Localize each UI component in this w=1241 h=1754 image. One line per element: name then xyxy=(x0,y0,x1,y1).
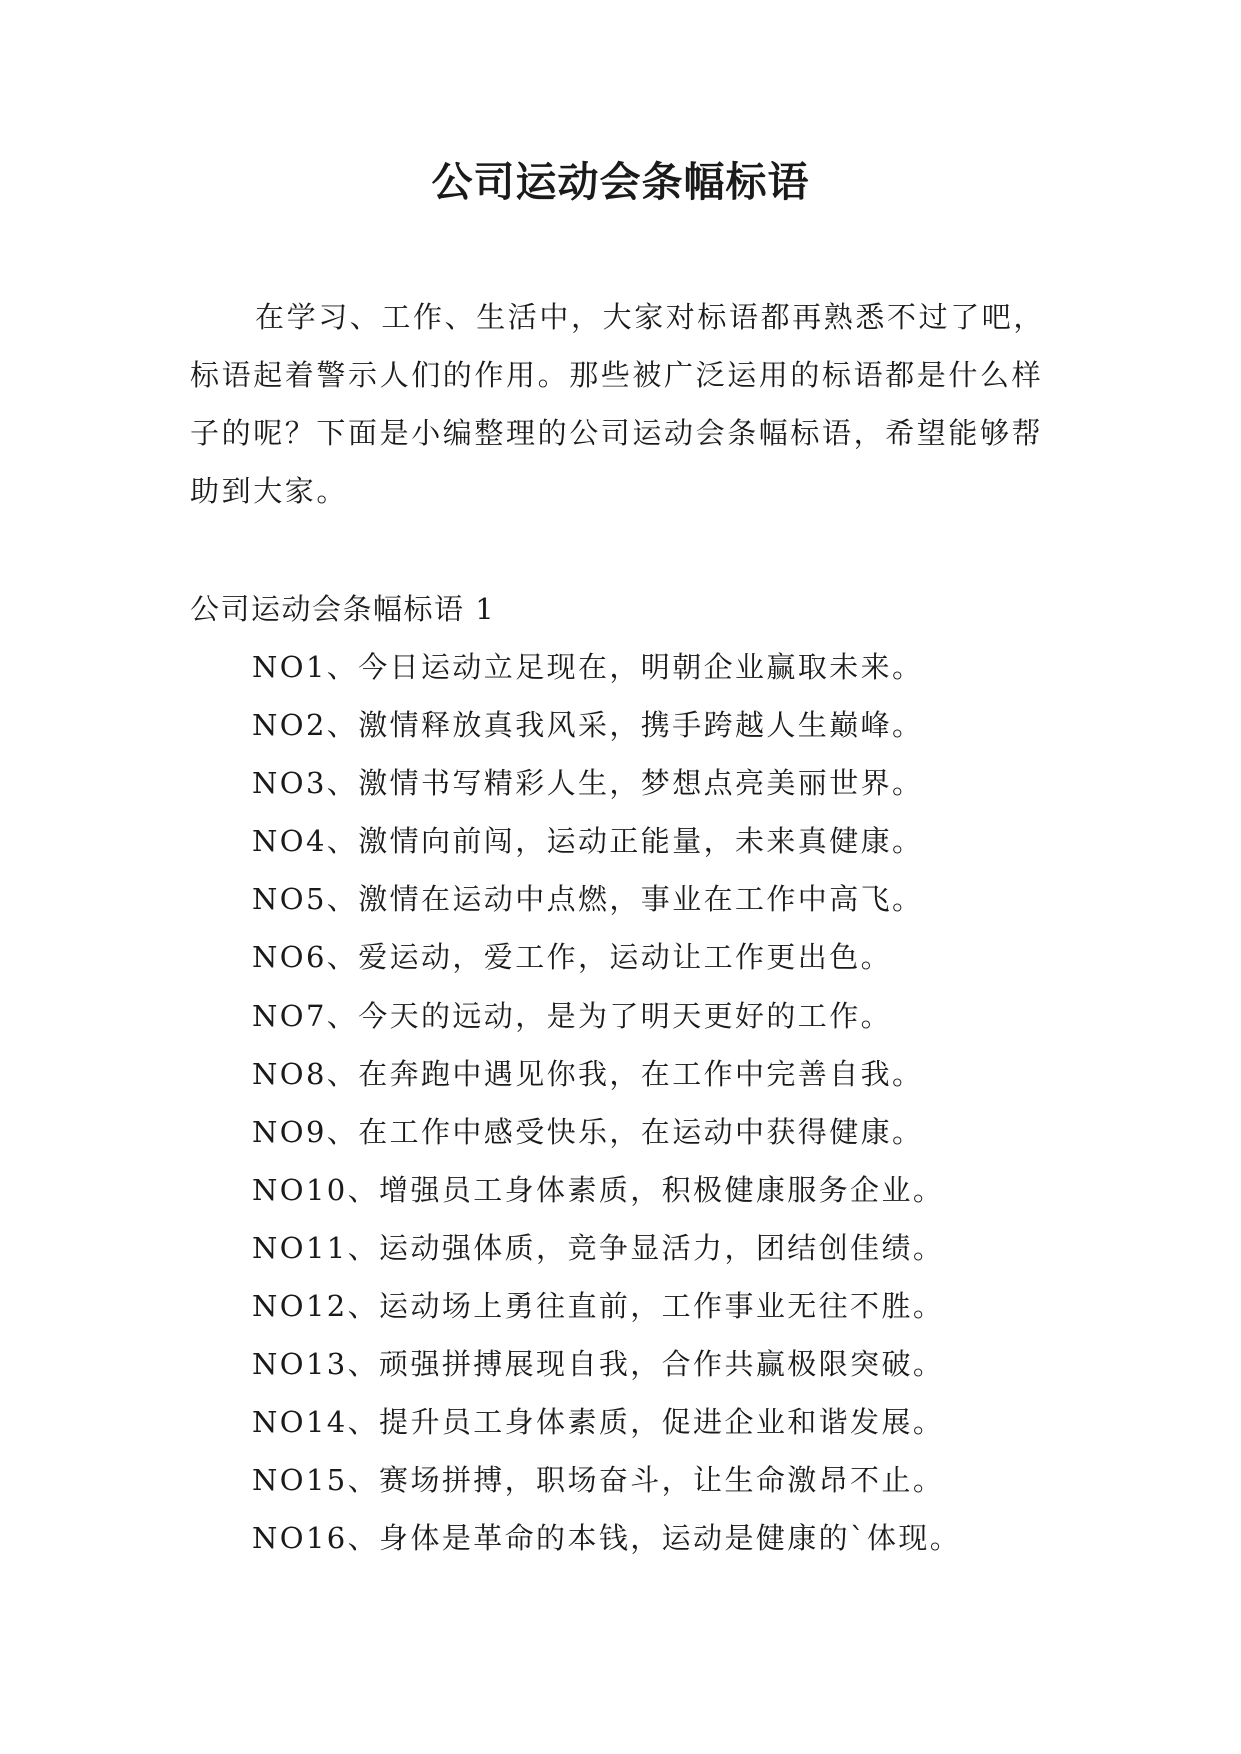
slogan-item: NO7、今天的远动，是为了明天更好的工作。 xyxy=(252,998,893,1033)
slogan-item: NO5、激情在运动中点燃，事业在工作中高飞。 xyxy=(252,882,924,917)
document-title: 公司运动会条幅标语 xyxy=(431,158,810,206)
slogan-item: NO14、提升员工身体素质，促进企业和谐发展。 xyxy=(252,1405,945,1440)
intro-paragraph: 在学习、工作、生活中，大家对标语都再熟悉不过了吧，标语起着警示人们的作用。那些被广泛运用的标语都是什么样子的呢？下面是小编整理的公司运动会条幅标语，希望能够帮助到大家。 xyxy=(190,300,1046,508)
slogan-item: NO13、顽强拼搏展现自我，合作共赢极限突破。 xyxy=(252,1347,945,1382)
slogan-item: NO15、赛场拼搏，职场奋斗，让生命激昂不止。 xyxy=(252,1463,945,1498)
slogan-item: NO4、激情向前闯，运动正能量，未来真健康。 xyxy=(252,824,924,859)
slogan-item: NO10、增强员工身体素质，积极健康服务企业。 xyxy=(252,1172,945,1207)
slogan-item: NO9、在工作中感受快乐，在运动中获得健康。 xyxy=(252,1114,924,1149)
slogan-item: NO2、激情释放真我风采，携手跨越人生巅峰。 xyxy=(252,708,924,743)
section-heading: 公司运动会条幅标语 1 xyxy=(190,592,496,626)
slogan-item: NO12、运动场上勇往直前，工作事业无往不胜。 xyxy=(252,1289,945,1324)
slogan-list xyxy=(252,638,961,1568)
slogan-item: NO11、运动强体质，竞争显活力，团结创佳绩。 xyxy=(252,1230,945,1265)
slogan-item: NO16、身体是革命的本钱，运动是健康的`体现。 xyxy=(252,1521,962,1556)
slogan-item: NO3、激情书写精彩人生，梦想点亮美丽世界。 xyxy=(252,766,924,801)
slogan-item: NO6、爱运动，爱工作，运动让工作更出色。 xyxy=(252,940,893,975)
slogan-item: NO8、在奔跑中遇见你我，在工作中完善自我。 xyxy=(252,1056,924,1091)
slogan-item: NO1、今日运动立足现在，明朝企业赢取未来。 xyxy=(252,650,924,684)
